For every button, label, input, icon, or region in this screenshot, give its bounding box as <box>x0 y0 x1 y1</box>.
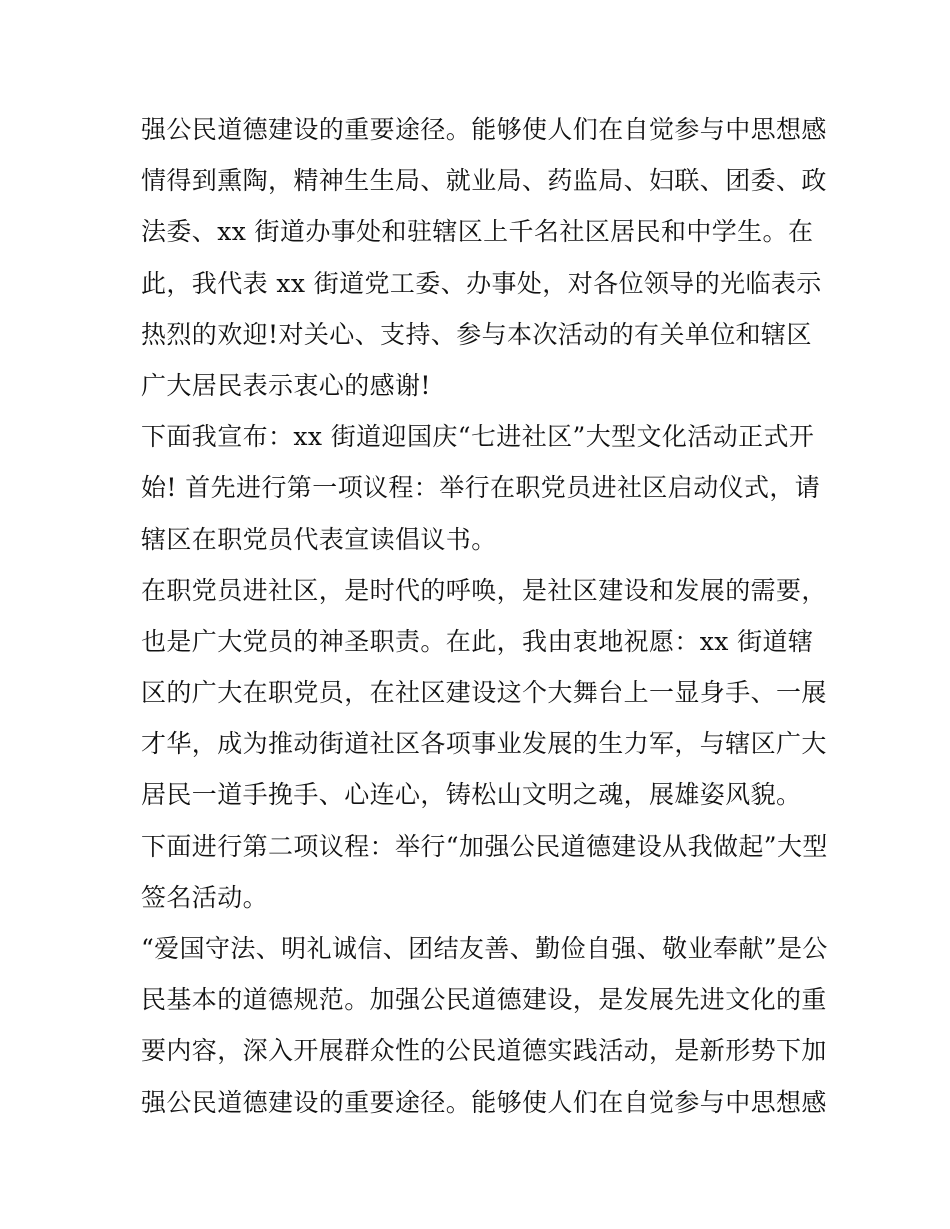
text-line: 民基本的道德规范。加强公民道德建设，是发展先进文化的重 <box>141 985 827 1015</box>
text-line: 下面进行第二项议程：举行“加强公民道德建设从我做起”大型 <box>141 831 828 861</box>
text-line: “爱国守法、明礼诚信、团结友善、勤俭自强、敬业奉献”是公 <box>141 934 828 963</box>
document-body <box>141 104 828 1128</box>
text-line: 强公民道德建设的重要途径。能够使人们在自觉参与中思想感 <box>141 115 827 144</box>
text-line: 辖区在职党员代表宣读倡议书。 <box>141 524 497 554</box>
text-line: 始! 首先进行第一项议程：举行在职党员进社区启动仪式，请 <box>141 473 821 503</box>
text-line: 下面我宣布：xx 街道迎国庆“七进社区”大型文化活动正式开 <box>141 422 815 452</box>
text-line: 此，我代表 xx 街道党工委、办事处，对各位领导的光临表示 <box>141 268 822 298</box>
text-line: 才华，成为推动街道社区各项事业发展的生力军，与辖区广大 <box>141 729 827 759</box>
text-line: 广大居民表示衷心的感谢! <box>141 370 431 400</box>
text-line: 要内容，深入开展群众性的公民道德实践活动，是新形势下加 <box>141 1036 827 1066</box>
text-line: 情得到熏陶，精神生生局、就业局、药监局、妇联、团委、政 <box>141 166 827 196</box>
text-line: 法委、xx 街道办事处和驻辖区上千名社区居民和中学生。在 <box>141 217 814 247</box>
text-line: 热烈的欢迎!对关心、支持、参与本次活动的有关单位和辖区 <box>141 319 812 349</box>
text-line: 也是广大党员的神圣职责。在此，我由衷地祝愿：xx 街道辖 <box>141 626 814 656</box>
text-line: 签名活动。 <box>141 882 269 912</box>
text-line: 区的广大在职党员，在社区建设这个大舞台上一显身手、一展 <box>141 678 827 708</box>
text-line: 在职党员进社区，是时代的呼唤，是社区建设和发展的需要， <box>141 575 827 605</box>
text-line: 居民一道手挽手、心连心，铸松山文明之魂，展雄姿风貌。 <box>141 780 802 810</box>
text-line: 强公民道德建设的重要途径。能够使人们在自觉参与中思想感 <box>141 1087 827 1117</box>
